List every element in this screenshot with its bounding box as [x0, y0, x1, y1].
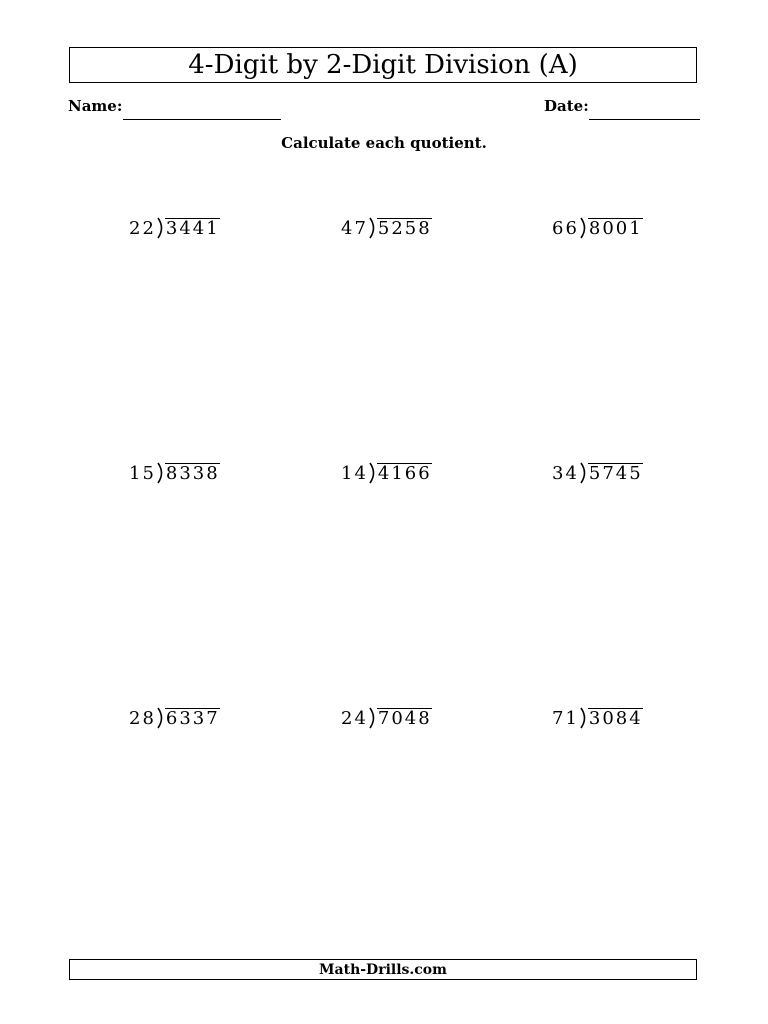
- divisor: 15: [129, 463, 156, 484]
- divisor: 24: [341, 708, 368, 729]
- date-line: [589, 119, 700, 120]
- division-problem: [552, 707, 643, 729]
- division-problem: [552, 462, 643, 484]
- division-problem: [341, 707, 432, 729]
- dividend: 5258: [377, 218, 432, 239]
- footer-site-name: Math-Drills.com: [69, 959, 697, 980]
- division-bracket-icon: [580, 462, 588, 484]
- division-bracket-icon: [157, 462, 165, 484]
- dividend: 3084: [588, 708, 643, 729]
- name-line: [123, 119, 281, 120]
- dividend: 8001: [588, 218, 643, 239]
- division-bracket-icon: [369, 217, 377, 239]
- dividend: 7048: [377, 708, 432, 729]
- division-problem: [552, 217, 643, 239]
- division-bracket-icon: [157, 707, 165, 729]
- division-bracket-icon: [580, 707, 588, 729]
- divisor: 34: [552, 463, 579, 484]
- dividend: 5745: [588, 463, 643, 484]
- divisor: 22: [129, 218, 156, 239]
- division-problem: [341, 462, 432, 484]
- divisor: 28: [129, 708, 156, 729]
- division-bracket-icon: [157, 217, 165, 239]
- dividend: 6337: [165, 708, 220, 729]
- division-problem: [129, 462, 220, 484]
- division-problem: [129, 707, 220, 729]
- name-label: Name:: [68, 97, 123, 115]
- divisor: 14: [341, 463, 368, 484]
- dividend: 3441: [165, 218, 220, 239]
- dividend: 4166: [377, 463, 432, 484]
- division-problem: [129, 217, 220, 239]
- division-bracket-icon: [369, 462, 377, 484]
- division-bracket-icon: [580, 217, 588, 239]
- worksheet-title: 4-Digit by 2-Digit Division (A): [69, 47, 697, 83]
- division-problem: [341, 217, 432, 239]
- division-bracket-icon: [369, 707, 377, 729]
- divisor: 66: [552, 218, 579, 239]
- instructions: Calculate each quotient.: [281, 134, 487, 152]
- divisor: 71: [552, 708, 579, 729]
- date-label: Date:: [544, 97, 589, 115]
- divisor: 47: [341, 218, 368, 239]
- dividend: 8338: [165, 463, 220, 484]
